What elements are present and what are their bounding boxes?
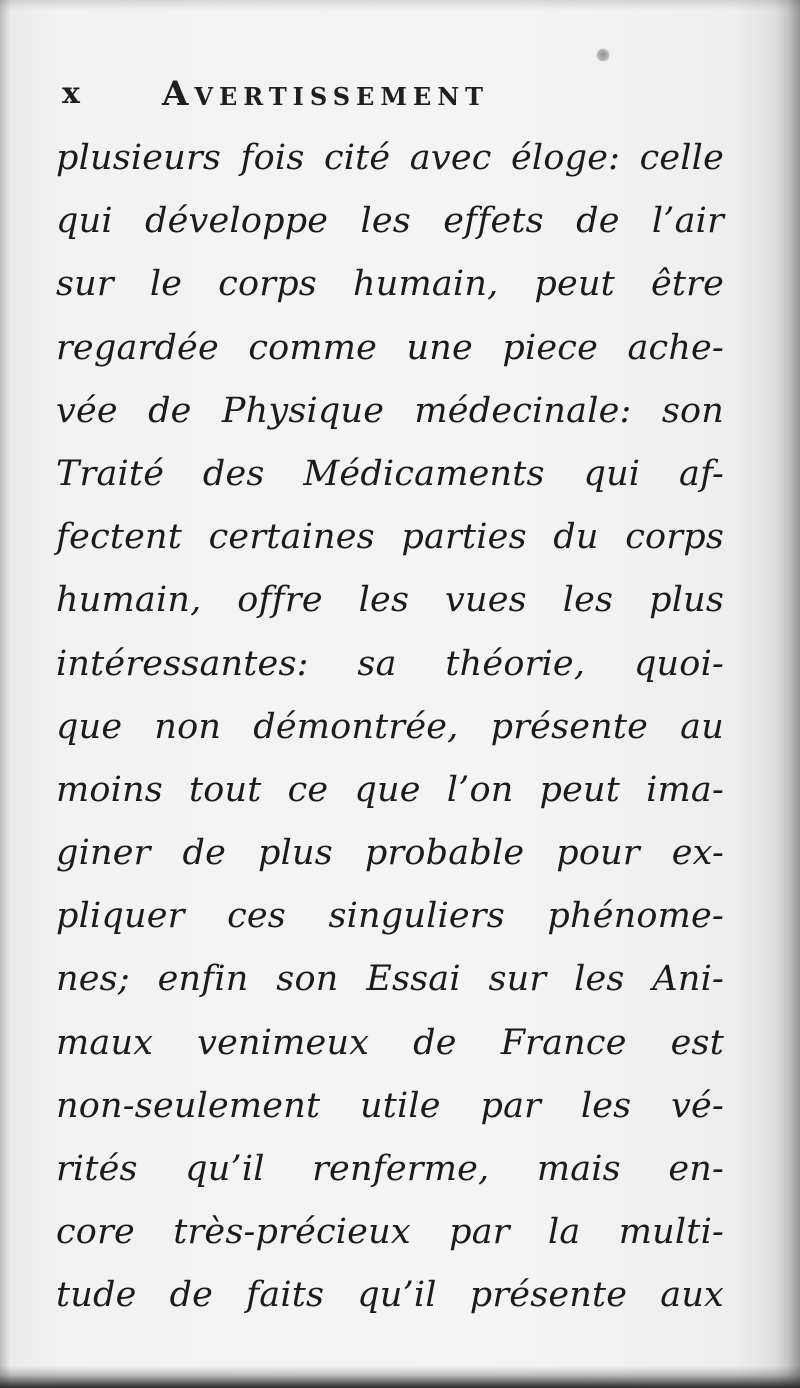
- text-line: humain, offre les vues les plus: [56, 580, 724, 621]
- page-bottom-edge: [0, 1366, 800, 1388]
- running-head: Avertissement: [162, 74, 489, 114]
- text-line: intéressantes: sa théorie, quoi-: [56, 643, 724, 684]
- text-line: giner de plus probable pour ex-: [56, 833, 724, 874]
- text-line: regardée comme une piece ache-: [56, 327, 724, 368]
- page-number: x: [62, 76, 81, 111]
- text-line: Traité des Médicaments qui af-: [56, 453, 724, 494]
- page-top-edge: [0, 0, 800, 10]
- text-line: core très-précieux par la multi-: [56, 1212, 724, 1253]
- text-line: rités qu’il renferme, mais en-: [56, 1149, 724, 1189]
- text-line: maux venimeux de France est: [56, 1022, 724, 1063]
- text-line: fectent certaines parties du corps: [56, 517, 724, 558]
- page-left-edge: [0, 0, 10, 1388]
- text-line: que non démontrée, présente au: [56, 706, 724, 747]
- text-line: moins tout ce que l’on peut ima-: [56, 769, 724, 810]
- text-line: nes; enfin son Essai sur les Ani-: [56, 959, 724, 1000]
- ink-spot: [596, 48, 610, 62]
- text-line: vée de Physique médecinale: son: [56, 390, 724, 431]
- text-line: sur le corps humain, peut être: [56, 264, 724, 305]
- text-line: tude de faits qu’il présente aux: [56, 1275, 724, 1316]
- text-line: pliquer ces singuliers phénome-: [56, 896, 724, 937]
- page-gutter-shadow: [774, 0, 800, 1388]
- text-line: non-seulement utile par les vé-: [56, 1085, 724, 1126]
- text-line: qui développe les effets de l’air: [56, 201, 724, 242]
- page-header: [62, 70, 622, 120]
- body-text: [56, 127, 724, 1328]
- text-line: plusieurs fois cité avec éloge: celle: [56, 138, 724, 178]
